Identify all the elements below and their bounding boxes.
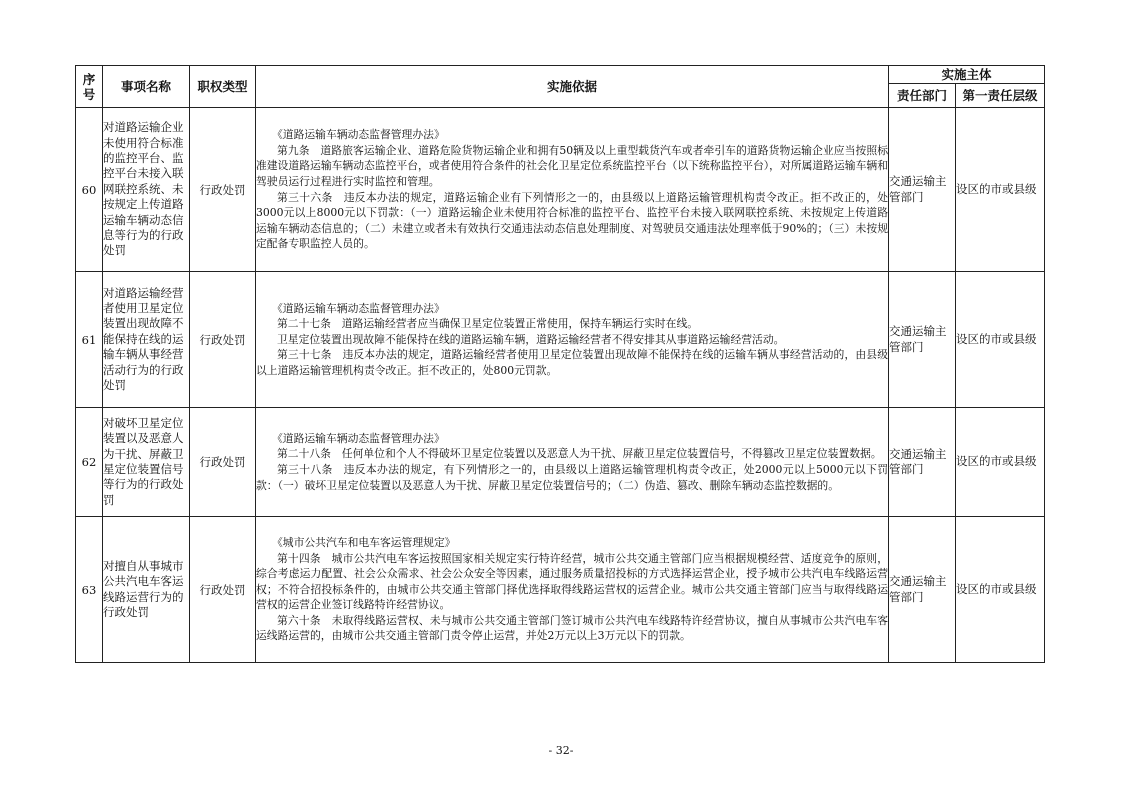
row-item-name: 对擅自从事城市公共汽电车客运线路运营行为的行政处罚 [103, 517, 190, 663]
row-seq: 63 [76, 517, 103, 663]
basis-paragraph: 第十四条 城市公共汽电车客运按照国家相关规定实行特许经营，城市公共交通主管部门应当根据规模经营、适度竞争的原则，综合考虑运力配置、社会公众需求、社会公众安全等因素，通过服务质量招投标的方式选择运营企业，授予城市公共汽电车线路运营权；不符合招投标条件的，由城市公共交通主管部门择优选择取得线路运营权的运营企业。城市公共交通主管部门应当与取得线路运营权的运营企业签订线路特许经营协议。 [256, 551, 888, 612]
enforcement-table [75, 65, 1045, 663]
basis-paragraph: 第三十八条 违反本办法的规定，有下列情形之一的，由县级以上道路运输管理机构责令改正，处2000元以上5000元以下罚款：（一）破坏卫星定位装置以及恶意人为干扰、屏蔽卫星定位装置信号的；（二）伪造、篡改、删除车辆动态监控数据的。 [256, 463, 888, 492]
row-seq: 60 [76, 108, 103, 272]
row-seq: 61 [76, 272, 103, 408]
basis-law-title: 《道路运输车辆动态监督管理办法》 [272, 431, 445, 445]
row-seq: 62 [76, 408, 103, 517]
table-row [76, 517, 1045, 663]
row-power-type: 行政处罚 [190, 272, 256, 408]
row-basis [256, 272, 889, 408]
row-basis [256, 108, 889, 272]
header-dept: 责任部门 [889, 84, 956, 108]
row-level: 设区的市或县级 [956, 272, 1045, 408]
basis-paragraph: 第二十七条 道路运输经营者应当确保卫星定位装置正常使用，保持车辆运行实时在线。 [277, 317, 699, 331]
page-number: - 32- [548, 744, 574, 757]
basis-law-title: 《道路运输车辆动态监督管理办法》 [272, 301, 445, 315]
row-dept: 交通运输主管部门 [889, 517, 956, 663]
row-item-name: 对道路运输企业未使用符合标准的监控平台、监控平台未接入联网联控系统、未按规定上传道路运输车辆动态信息等行为的行政处罚 [103, 108, 190, 272]
row-level: 设区的市或县级 [956, 517, 1045, 663]
basis-paragraph: 第三十七条 违反本办法的规定，道路运输经营者使用卫星定位装置出现故障不能保持在线的运输车辆从事经营活动的，由县级以上道路运输管理机构责令改正。拒不改正的，处800元罚款。 [256, 348, 888, 377]
row-item-name: 对破坏卫星定位装置以及恶意人为干扰、屏蔽卫星定位装置信号等行为的行政处罚 [103, 408, 190, 517]
table-row [76, 108, 1045, 272]
header-seq: 序号 [76, 66, 103, 108]
row-power-type: 行政处罚 [190, 408, 256, 517]
row-dept: 交通运输主管部门 [889, 272, 956, 408]
basis-paragraph: 第九条 道路旅客运输企业、道路危险货物运输企业和拥有50辆及以上重型载货汽车或者牵引车的道路货物运输企业应当按照标准建设道路运输车辆动态监控平台，或者使用符合条件的社会化卫星定位系统监控平台（以下统称监控平台），对所属道路运输车辆和驾驶员运行过程进行实时监控和管理。 [256, 143, 888, 188]
basis-paragraph: 卫星定位装置出现故障不能保持在线的道路运输车辆，道路运输经营者不得安排其从事道路运输经营活动。 [277, 332, 785, 346]
header-basis: 实施依据 [256, 66, 889, 108]
table-row [76, 272, 1045, 408]
header-item-name: 事项名称 [103, 66, 190, 108]
row-level: 设区的市或县级 [956, 108, 1045, 272]
row-basis [256, 517, 889, 663]
row-power-type: 行政处罚 [190, 108, 256, 272]
row-basis [256, 408, 889, 517]
basis-law-title: 《城市公共汽车和电车客运管理规定》 [272, 535, 456, 549]
header-subject: 实施主体 [889, 66, 1045, 84]
basis-paragraph: 第三十六条 违反本办法的规定，道路运输企业有下列情形之一的，由县级以上道路运输管理机构责令改正。拒不改正的，处3000元以上8000元以下罚款：（一）道路运输企业未使用符合标准的监控平台、监控平台未接入联网联控系统、未按规定上传道路运输车辆动态信息的；（二）未建立或者未有效执行交通违法动态信息处理制度、对驾驶员交通违法处理率低于90%的；（三）未按规定配备专职监控人员的。 [256, 190, 888, 251]
table-row [76, 408, 1045, 517]
basis-paragraph: 第六十条 未取得线路运营权、未与城市公共交通主管部门签订城市公共汽电车线路特许经营协议，擅自从事城市公共汽电车客运线路运营的，由城市公共交通主管部门责令停止运营，并处2万元以上3万元以下的罚款。 [256, 613, 888, 643]
header-level: 第一责任层级 [956, 84, 1045, 108]
row-dept: 交通运输主管部门 [889, 408, 956, 517]
row-dept: 交通运输主管部门 [889, 108, 956, 272]
row-item-name: 对道路运输经营者使用卫星定位装置出现故障不能保持在线的运输车辆从事经营活动行为的行政处罚 [103, 272, 190, 408]
row-power-type: 行政处罚 [190, 517, 256, 663]
basis-law-title: 《道路运输车辆动态监督管理办法》 [272, 128, 445, 142]
row-level: 设区的市或县级 [956, 408, 1045, 517]
header-power-type: 职权类型 [190, 66, 256, 108]
basis-paragraph: 第二十八条 任何单位和个人不得破坏卫星定位装置以及恶意人为干扰、屏蔽卫星定位装置信号，不得篡改卫星定位装置数据。 [277, 447, 882, 461]
